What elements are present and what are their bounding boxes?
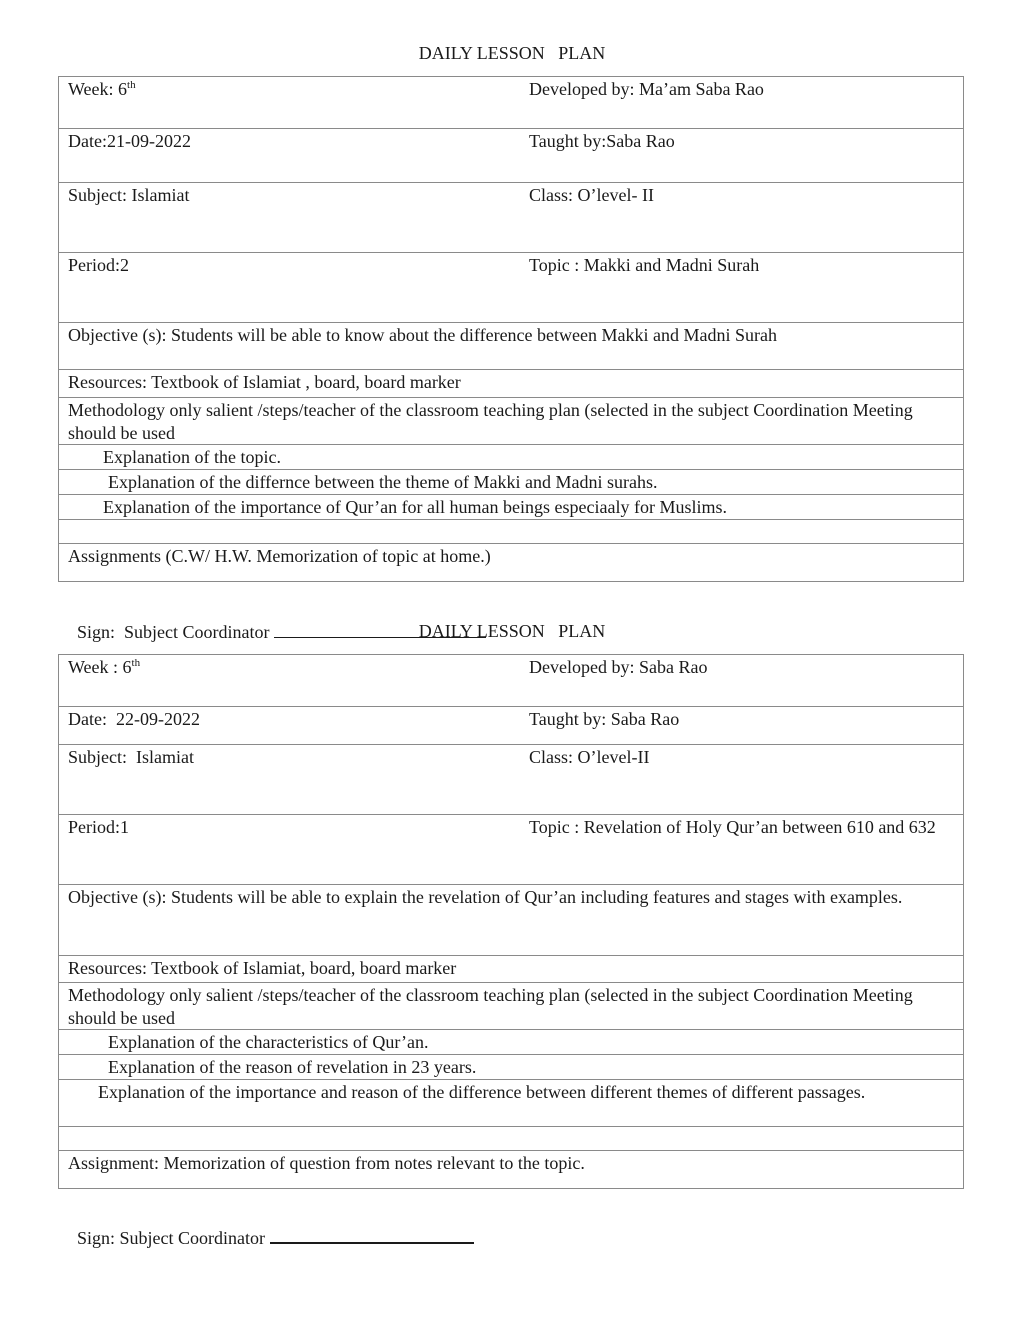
sign-label: Sign: Subject Coordinator xyxy=(77,622,274,642)
taught-by-cell: Taught by:Saba Rao xyxy=(529,131,675,151)
developed-by-cell: Developed by: Ma’am Saba Rao xyxy=(529,79,764,99)
step-text: Explanation of the differnce between the theme of Makki and Madni surahs. xyxy=(108,472,658,492)
plan-1-table xyxy=(58,76,964,582)
methodology-text: Methodology only salient /steps/teacher of the classroom teaching plan (selected in the subject Coordination Meeting should be used xyxy=(68,985,913,1028)
subject-row xyxy=(59,745,963,815)
class-cell: Class: O’level-II xyxy=(529,747,650,767)
step-text: Explanation of the characteristics of Qur’an. xyxy=(108,1032,429,1052)
step-row xyxy=(59,495,963,520)
assignment-text: Assignments (C.W/ H.W. Memorization of topic at home.) xyxy=(68,546,491,566)
objective-row xyxy=(59,323,963,370)
period-cell: Period:1 xyxy=(68,817,129,837)
week-row xyxy=(59,655,963,707)
subject-cell: Subject: Islamiat xyxy=(68,185,190,205)
empty-row xyxy=(59,1127,963,1151)
date-cell: Date:21-09-2022 xyxy=(68,131,191,151)
step-row xyxy=(59,1030,963,1055)
sign-label: Sign: Subject Coordinator xyxy=(77,1228,270,1248)
week-cell: Week : 6th xyxy=(68,657,141,677)
topic-cell: Topic : Revelation of Holy Qur’an between 610 and 632 xyxy=(529,817,936,837)
resources-row xyxy=(59,956,963,983)
date-cell: Date: 22-09-2022 xyxy=(68,709,200,729)
week-row xyxy=(59,77,963,129)
resources-text: Resources: Textbook of Islamiat, board, board marker xyxy=(68,958,457,978)
step-text: Explanation of the topic. xyxy=(103,447,281,467)
week-cell: Week: 6th xyxy=(68,79,136,99)
topic-cell: Topic : Makki and Madni Surah xyxy=(529,255,760,275)
methodology-row xyxy=(59,983,963,1030)
resources-text: Resources: Textbook of Islamiat , board, board marker xyxy=(68,372,461,392)
plan-2-sign xyxy=(68,1204,474,1250)
step-text: Explanation of the importance and reason of the difference between different themes of different passages. xyxy=(98,1082,866,1102)
plan-2-title: DAILY LESSON PLAN xyxy=(418,621,606,641)
objective-text: Objective (s): Students will be able to know about the difference between Makki and Madni Surah xyxy=(68,325,777,345)
objective-row xyxy=(59,885,963,956)
step-row xyxy=(59,470,963,495)
assignment-row xyxy=(59,544,963,581)
assignment-row xyxy=(59,1151,963,1188)
plan-2-table xyxy=(58,654,964,1189)
period-row xyxy=(59,815,963,885)
period-cell: Period:2 xyxy=(68,255,129,275)
period-row xyxy=(59,253,963,323)
subject-cell: Subject: Islamiat xyxy=(68,747,194,767)
plan-1-title: DAILY LESSON PLAN xyxy=(418,43,606,63)
signature-line xyxy=(270,1227,474,1244)
empty-row xyxy=(59,520,963,544)
class-cell: Class: O’level- II xyxy=(529,185,654,205)
step-text: Explanation of the importance of Qur’an for all human beings especiaaly for Muslims. xyxy=(103,497,727,517)
methodology-text: Methodology only salient /steps/teacher of the classroom teaching plan (selected in the subject Coordination Meeting should be used xyxy=(68,400,913,443)
developed-by-cell: Developed by: Saba Rao xyxy=(529,657,708,677)
step-text: Explanation of the reason of revelation in 23 years. xyxy=(108,1057,477,1077)
date-row xyxy=(59,129,963,183)
step-row xyxy=(59,1055,963,1080)
step-row xyxy=(59,445,963,470)
date-row xyxy=(59,707,963,745)
objective-text: Objective (s): Students will be able to explain the revelation of Qur’an including features and stages with examples. xyxy=(68,887,903,907)
resources-row xyxy=(59,370,963,398)
step-row xyxy=(59,1080,963,1127)
taught-by-cell: Taught by: Saba Rao xyxy=(529,709,680,729)
subject-row xyxy=(59,183,963,253)
methodology-row xyxy=(59,398,963,445)
assignment-text: Assignment: Memorization of question from notes relevant to the topic. xyxy=(68,1153,585,1173)
